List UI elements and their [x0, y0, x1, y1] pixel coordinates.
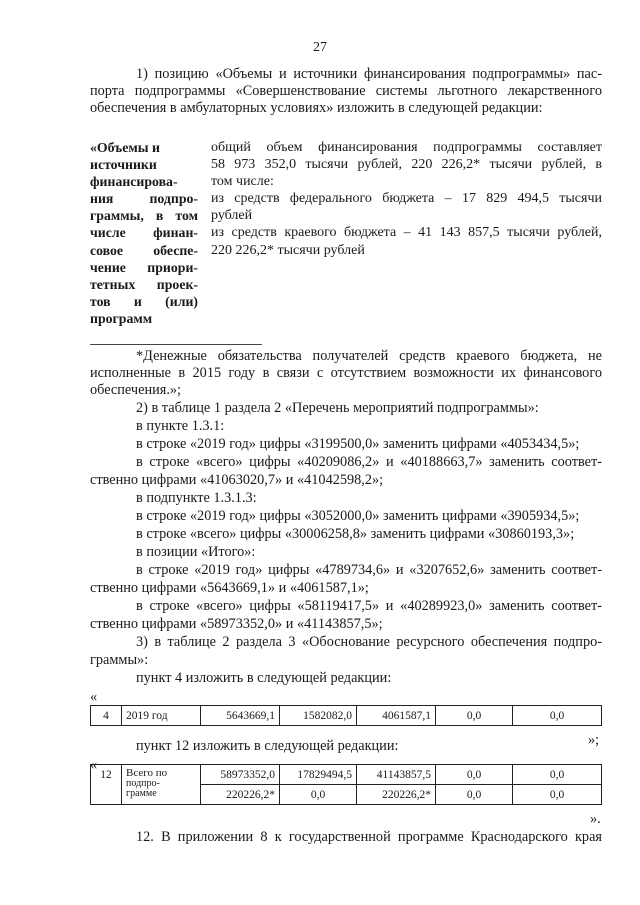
open-quote: «	[90, 757, 98, 773]
cell-number: 12	[91, 765, 122, 805]
value-line: из средств федерального бюджета – 17 829 494,5 тысячи	[211, 191, 602, 207]
change-line: ственно цифрами «41063020,7» и «41042598,2»;	[90, 472, 384, 488]
value-line: из средств краевого бюджета – 41 143 857,5 тысячи рублей,	[211, 225, 602, 241]
cell-regional: 4061587,1	[357, 706, 436, 726]
page-number: 27	[313, 40, 327, 55]
footnote-line-1: *Денежные обязательства получателей средств краевого бюджета, не	[136, 348, 602, 364]
cell-local: 0,0	[436, 785, 513, 805]
heading-line: совое обеспе-	[90, 242, 198, 258]
cell-federal: 0,0	[280, 785, 357, 805]
change-line: пункт 4 изложить в следующей редакции:	[136, 670, 392, 686]
change-line: в строке «2019 год» цифры «4789734,6» и «3207652,6» заменить соответ-	[136, 562, 602, 578]
footnote-line-2: исполненные в 2015 году в связи с отсутствием возможности их финансового	[90, 365, 602, 381]
heading-line: «Объемы и	[90, 140, 160, 155]
close-quote: »;	[588, 732, 600, 748]
cell-other: 0,0	[513, 706, 602, 726]
cell-local: 0,0	[436, 706, 513, 726]
label-line: подпро-	[126, 778, 160, 789]
label-line: Всего по	[126, 767, 168, 779]
table-point-4	[90, 705, 602, 726]
open-quote: «	[90, 689, 98, 705]
intro-line-2: порта подпрограммы «Совершенствование системы льготного лекарственного	[90, 83, 602, 99]
change-line: в пункте 1.3.1:	[136, 418, 225, 434]
table-row	[91, 706, 602, 726]
point-12-intro: пункт 12 изложить в следующей редакции:	[136, 738, 399, 754]
change-line: граммы»:	[90, 652, 149, 668]
cell-other: 0,0	[513, 785, 602, 805]
cell-total: 5643669,1	[201, 706, 280, 726]
value-line: рублей	[211, 208, 253, 224]
cell-number: 4	[91, 706, 122, 726]
cell-total: 58973352,0	[201, 765, 280, 785]
cell-federal: 17829494,5	[280, 765, 357, 785]
table-point-12	[90, 764, 602, 805]
heading-line: ния подпро-	[90, 191, 198, 207]
heading-line: граммы, в том	[90, 208, 198, 224]
change-line: в строке «всего» цифры «58119417,5» и «40289923,0» заменить соответ-	[136, 598, 602, 614]
heading-line: источники	[90, 157, 157, 173]
heading-line: финансирова-	[90, 174, 178, 190]
footnote-separator	[90, 344, 262, 345]
change-line: ственно цифрами «58973352,0» и «41143857,5»;	[90, 616, 383, 632]
footnote-line-3: обеспечения.»;	[90, 382, 182, 398]
cell-other: 0,0	[513, 765, 602, 785]
close-quote: ».	[590, 811, 601, 827]
value-line: 220 226,2* тысячи рублей	[211, 242, 365, 258]
change-line: в строке «2019 год» цифры «3052000,0» заменить цифрами «3905934,5»;	[136, 508, 580, 524]
cell-federal: 1582082,0	[280, 706, 357, 726]
passport-value	[211, 139, 602, 259]
change-line: в строке «всего» цифры «40209086,2» и «40188663,7» заменить соответ-	[136, 454, 602, 470]
change-line: 3) в таблице 2 раздела 3 «Обоснование ресурсного обеспечения подпро-	[136, 634, 602, 650]
value-line: общий объем финансирования подпрограммы составляет	[211, 140, 602, 155]
last-line: 12. В приложении 8 к государственной программе Краснодарского края	[136, 829, 602, 845]
value-line: 58 973 352,0 тысячи рублей, 220 226,2* тысячи рублей, в	[211, 157, 602, 173]
heading-line: чение приори-	[90, 259, 198, 275]
change-line: в подпункте 1.3.1.3:	[136, 490, 257, 506]
cell-local: 0,0	[436, 765, 513, 785]
heading-line: программ	[90, 310, 153, 326]
value-line: том числе:	[211, 174, 274, 190]
change-line: в строке «2019 год» цифры «3199500,0» заменить цифрами «4053434,5»;	[136, 436, 580, 452]
cell-regional: 41143857,5	[357, 765, 436, 785]
cell-regional: 220226,2*	[357, 785, 436, 805]
cell-period: 2019 год	[122, 706, 201, 726]
change-line: в строке «всего» цифры «30006258,8» заменить цифрами «30860193,3»;	[136, 526, 575, 542]
change-line: ственно цифрами «5643669,1» и «4061587,1»;	[90, 580, 369, 596]
cell-total: 220226,2*	[201, 785, 280, 805]
cell-label	[122, 765, 201, 805]
heading-line: тетных проек-	[90, 276, 198, 292]
heading-line: тов и (или)	[90, 293, 198, 309]
table-row	[91, 765, 602, 785]
change-line: в позиции «Итого»:	[136, 544, 256, 560]
label-line: грамме	[126, 788, 157, 799]
change-line: 2) в таблице 1 раздела 2 «Перечень мероприятий подпрограммы»:	[136, 400, 539, 416]
intro-line-3: обеспечения в амбулаторных условиях» изложить в следующей редакции:	[90, 100, 543, 116]
passport-heading	[90, 139, 198, 327]
intro-line-1: 1) позицию «Объемы и источники финансирования подпрограммы» пас-	[136, 66, 602, 82]
heading-line: числе финан-	[90, 225, 198, 241]
